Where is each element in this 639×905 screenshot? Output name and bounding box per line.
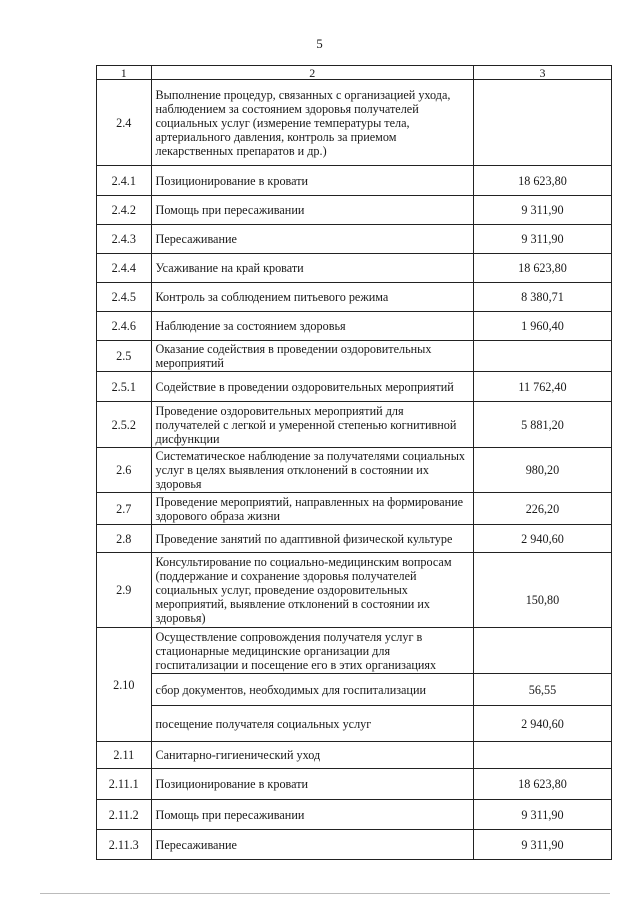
row-number: 2.4.4 xyxy=(97,254,152,283)
table-row xyxy=(97,769,612,800)
row-number: 2.7 xyxy=(97,493,152,525)
services-price-table xyxy=(96,65,612,860)
row-number: 2.10 xyxy=(97,628,152,742)
row-description: посещение получателя социальных услуг xyxy=(151,706,473,742)
row-description: Проведение мероприятий, направленных на формирование здорового образа жизни xyxy=(151,493,473,525)
row-number: 2.5.1 xyxy=(97,372,152,402)
row-number: 2.8 xyxy=(97,525,152,553)
row-description: Пересаживание xyxy=(151,225,473,254)
row-price: 2 940,60 xyxy=(473,706,611,742)
table-row xyxy=(97,225,612,254)
row-price: 150,80 xyxy=(473,553,611,628)
row-price: 9 311,90 xyxy=(473,196,611,225)
row-description: Осуществление сопровождения получателя услуг в стационарные медицинские организации для госпитализации и посещение его в этих организациях xyxy=(151,628,473,674)
table-row xyxy=(97,525,612,553)
row-number: 2.11.2 xyxy=(97,800,152,830)
row-number: 2.5 xyxy=(97,341,152,372)
row-number: 2.4.5 xyxy=(97,283,152,312)
row-description: Пересаживание xyxy=(151,830,473,860)
row-price: 1 960,40 xyxy=(473,312,611,341)
row-price: 18 623,80 xyxy=(473,166,611,196)
table-row xyxy=(97,196,612,225)
column-header-description: 2 xyxy=(151,66,473,80)
row-number: 2.6 xyxy=(97,448,152,493)
row-price xyxy=(473,742,611,769)
table-row xyxy=(97,166,612,196)
row-description: Помощь при пересаживании xyxy=(151,196,473,225)
row-price: 980,20 xyxy=(473,448,611,493)
row-number: 2.5.2 xyxy=(97,402,152,448)
table-row xyxy=(97,493,612,525)
row-price xyxy=(473,80,611,166)
row-description: Помощь при пересаживании xyxy=(151,800,473,830)
row-description: Проведение занятий по адаптивной физической культуре xyxy=(151,525,473,553)
row-description: сбор документов, необходимых для госпитализации xyxy=(151,674,473,706)
table-row xyxy=(97,800,612,830)
table-row xyxy=(97,341,612,372)
row-description: Санитарно-гигиенический уход xyxy=(151,742,473,769)
table-row xyxy=(97,372,612,402)
row-description: Контроль за соблюдением питьевого режима xyxy=(151,283,473,312)
table-row xyxy=(97,402,612,448)
table-row xyxy=(97,283,612,312)
table-row xyxy=(97,553,612,628)
table-row xyxy=(97,742,612,769)
row-description: Оказание содействия в проведении оздоровительных мероприятий xyxy=(151,341,473,372)
row-price: 9 311,90 xyxy=(473,225,611,254)
row-price: 8 380,71 xyxy=(473,283,611,312)
row-price: 5 881,20 xyxy=(473,402,611,448)
row-number: 2.4.1 xyxy=(97,166,152,196)
table-row xyxy=(97,254,612,283)
row-description: Позиционирование в кровати xyxy=(151,166,473,196)
row-price xyxy=(473,628,611,674)
table-row xyxy=(97,674,612,706)
column-header-price: 3 xyxy=(473,66,611,80)
row-number: 2.9 xyxy=(97,553,152,628)
row-number: 2.4.2 xyxy=(97,196,152,225)
column-header-number: 1 xyxy=(97,66,152,80)
row-price: 18 623,80 xyxy=(473,769,611,800)
row-price: 9 311,90 xyxy=(473,800,611,830)
row-description: Наблюдение за состоянием здоровья xyxy=(151,312,473,341)
row-number: 2.4.6 xyxy=(97,312,152,341)
row-description: Систематическое наблюдение за получателями социальных услуг в целях выявления отклонений в состоянии их здоровья xyxy=(151,448,473,493)
table-row xyxy=(97,706,612,742)
row-number: 2.11 xyxy=(97,742,152,769)
row-price: 2 940,60 xyxy=(473,525,611,553)
row-description: Выполнение процедур, связанных с организацией ухода, наблюдением за состоянием здоровья получателей социальных услуг (измерение температуры тела, артериального давления, контроль за приемом лекарственных препаратов и др.) xyxy=(151,80,473,166)
row-description: Усаживание на край кровати xyxy=(151,254,473,283)
row-number: 2.11.3 xyxy=(97,830,152,860)
table-row xyxy=(97,628,612,674)
table-row xyxy=(97,80,612,166)
row-price: 18 623,80 xyxy=(473,254,611,283)
row-price: 226,20 xyxy=(473,493,611,525)
table-header-row xyxy=(97,66,612,80)
row-price: 56,55 xyxy=(473,674,611,706)
row-number: 2.4.3 xyxy=(97,225,152,254)
row-number: 2.11.1 xyxy=(97,769,152,800)
row-number: 2.4 xyxy=(97,80,152,166)
row-price: 9 311,90 xyxy=(473,830,611,860)
row-description: Позиционирование в кровати xyxy=(151,769,473,800)
row-price: 11 762,40 xyxy=(473,372,611,402)
table-row xyxy=(97,448,612,493)
row-description: Консультирование по социально-медицинским вопросам (поддержание и сохранение здоровья получателей социальных услуг, проведение оздоровительных мероприятий, выявление отклонений в состоянии их здоровья) xyxy=(151,553,473,628)
row-description: Проведение оздоровительных мероприятий для получателей с легкой и умеренной степенью когнитивной дисфункции xyxy=(151,402,473,448)
table-row xyxy=(97,830,612,860)
row-description: Содействие в проведении оздоровительных мероприятий xyxy=(151,372,473,402)
page-number: 5 xyxy=(316,36,323,51)
row-price xyxy=(473,341,611,372)
scan-edge-divider xyxy=(40,893,610,894)
table-row xyxy=(97,312,612,341)
